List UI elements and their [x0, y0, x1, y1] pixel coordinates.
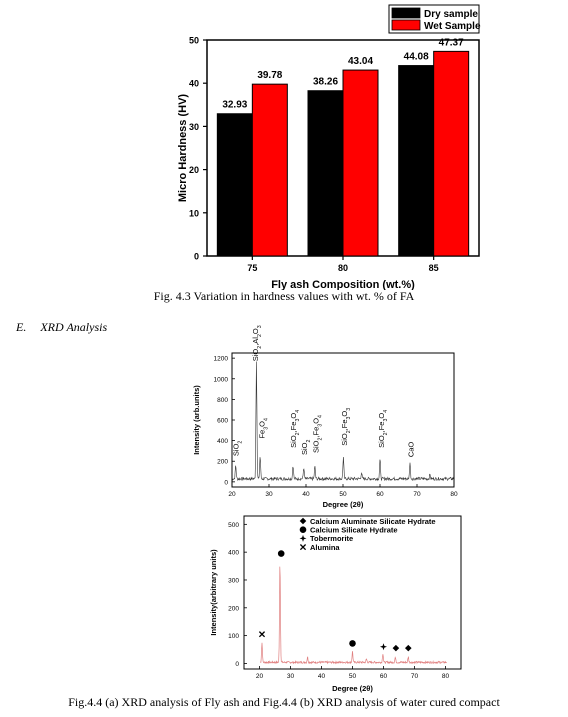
legend-label: Tobermorite: [310, 534, 354, 544]
y-tick-label: 40: [188, 78, 199, 89]
x-tick-label: 30: [265, 491, 273, 498]
peak-marker-circle: [349, 640, 356, 647]
y-tick-label: 100: [228, 633, 239, 641]
legend-swatch: [392, 20, 420, 30]
y-tick-label: 0: [235, 660, 239, 668]
legend-label: Alumina: [310, 542, 340, 552]
x-tick-label: 40: [302, 491, 310, 498]
section-title: XRD Analysis: [40, 320, 108, 334]
x-tick-label: 70: [410, 673, 419, 680]
y-tick-label: 200: [228, 605, 239, 613]
bar-wet-sample: [434, 51, 469, 256]
x-tick-label: 75: [247, 263, 258, 273]
peak-label: $SiO_2,Fe_3O_4$: [377, 409, 390, 448]
y-tick-label: 500: [228, 521, 239, 529]
y-tick-label: 0: [224, 479, 228, 487]
y-tick-label: 10: [188, 208, 199, 219]
x-tick-label: 80: [441, 673, 450, 680]
peak-label: $Fe_3O_4$: [257, 418, 270, 439]
x-axis-label: Degree (2θ): [332, 684, 373, 693]
legend-symbol-cross: [300, 545, 305, 550]
peak-marker-cross: [259, 632, 264, 637]
y-tick-label: 400: [228, 549, 239, 557]
legend-swatch: [392, 8, 420, 18]
plot-frame: [232, 353, 454, 487]
peak-label: $SiO_2,Fe_3O_4$: [289, 409, 302, 448]
legend-symbol-diamond: [300, 518, 307, 525]
legend-label: Calcium Aluminate Silicate Hydrate: [310, 516, 436, 526]
x-tick-label: 20: [228, 491, 236, 498]
y-tick-label: 1000: [213, 376, 228, 384]
x-tick-label: 60: [376, 491, 384, 498]
x-tick-label: 50: [339, 491, 347, 498]
legend-symbol-plus: [300, 535, 307, 542]
peak-label: SiO$_2$: [231, 440, 244, 457]
y-tick-label: 30: [188, 121, 199, 132]
bar-dry-sample: [308, 91, 343, 256]
x-tick-label: 40: [317, 673, 326, 680]
y-tick-label: 20: [188, 165, 199, 176]
y-axis-label: Intensity(arbitrary units): [209, 549, 218, 636]
figure-4-3-caption: Fig. 4.3 Variation in hardness values with wt. % of FA: [153, 289, 415, 303]
bar-value-label: 32.93: [222, 99, 248, 111]
legend-label: Wet Sample: [424, 21, 481, 32]
y-tick-label: 600: [217, 417, 228, 425]
x-tick-label: 80: [337, 263, 349, 273]
x-tick-label: 70: [413, 491, 421, 498]
x-axis-label: Degree (2θ): [322, 500, 364, 509]
figure-4-4-caption: Fig.4.4 (a) XRD analysis of Fly ash and Fig.4.4 (b) XRD analysis of water cured compact: [68, 695, 500, 709]
y-tick-label: 400: [217, 438, 228, 446]
peak-marker-diamond: [405, 645, 412, 652]
legend-label: Dry sample: [424, 9, 478, 20]
peak-label: $SiO_2,Al_2O_3$: [250, 325, 263, 362]
y-tick-label: 300: [228, 577, 239, 585]
peak-marker-diamond: [393, 645, 400, 652]
legend-label: Calcium Silicate Hydrate: [310, 525, 398, 535]
y-tick-label: 200: [217, 458, 228, 466]
xrd-line-fly-ash: [232, 362, 454, 481]
peak-marker-plus: [380, 643, 387, 650]
section-number: E.: [16, 320, 27, 334]
bar-value-label: 47.37: [438, 37, 464, 49]
bar-value-label: 39.78: [257, 70, 283, 82]
bar-value-label: 44.08: [403, 51, 429, 63]
peak-label: CaO: [406, 441, 416, 458]
peak-label: SiO$_2$: [300, 439, 313, 456]
xrd-line-water-cured: [260, 567, 447, 664]
x-tick-label: 30: [286, 673, 295, 680]
bar-wet-sample: [252, 84, 287, 256]
y-tick-label: 1200: [213, 355, 228, 363]
peak-marker-circle: [278, 550, 285, 557]
hardness-bar-chart: [0, 0, 568, 290]
x-tick-label: 60: [379, 673, 388, 680]
bar-value-label: 38.26: [312, 76, 339, 88]
bar-value-label: 43.04: [347, 56, 374, 68]
y-tick-label: 0: [193, 251, 199, 262]
y-tick-label: 50: [188, 35, 199, 46]
y-tick-label: 800: [217, 396, 228, 404]
x-axis-label: Fly ash Composition (wt.%): [271, 279, 415, 290]
section-heading: [16, 320, 107, 335]
y-axis-label: Micro Hardness (HV): [177, 93, 189, 203]
bar-wet-sample: [343, 70, 378, 256]
x-tick-label: 85: [428, 263, 439, 273]
bar-dry-sample: [399, 66, 434, 256]
legend-symbol-circle: [300, 526, 307, 533]
plot-frame: [244, 516, 461, 669]
y-axis-label: Intensity (arb.units): [192, 385, 201, 455]
bar-dry-sample: [217, 114, 252, 256]
x-tick-label: 50: [348, 673, 357, 680]
peak-label: $SiO_2,Fe_3O_3$: [340, 407, 353, 446]
x-tick-label: 20: [255, 673, 264, 680]
peak-label: $SiO_2,Fe_3O_4$: [311, 415, 324, 453]
x-tick-label: 80: [450, 491, 458, 498]
